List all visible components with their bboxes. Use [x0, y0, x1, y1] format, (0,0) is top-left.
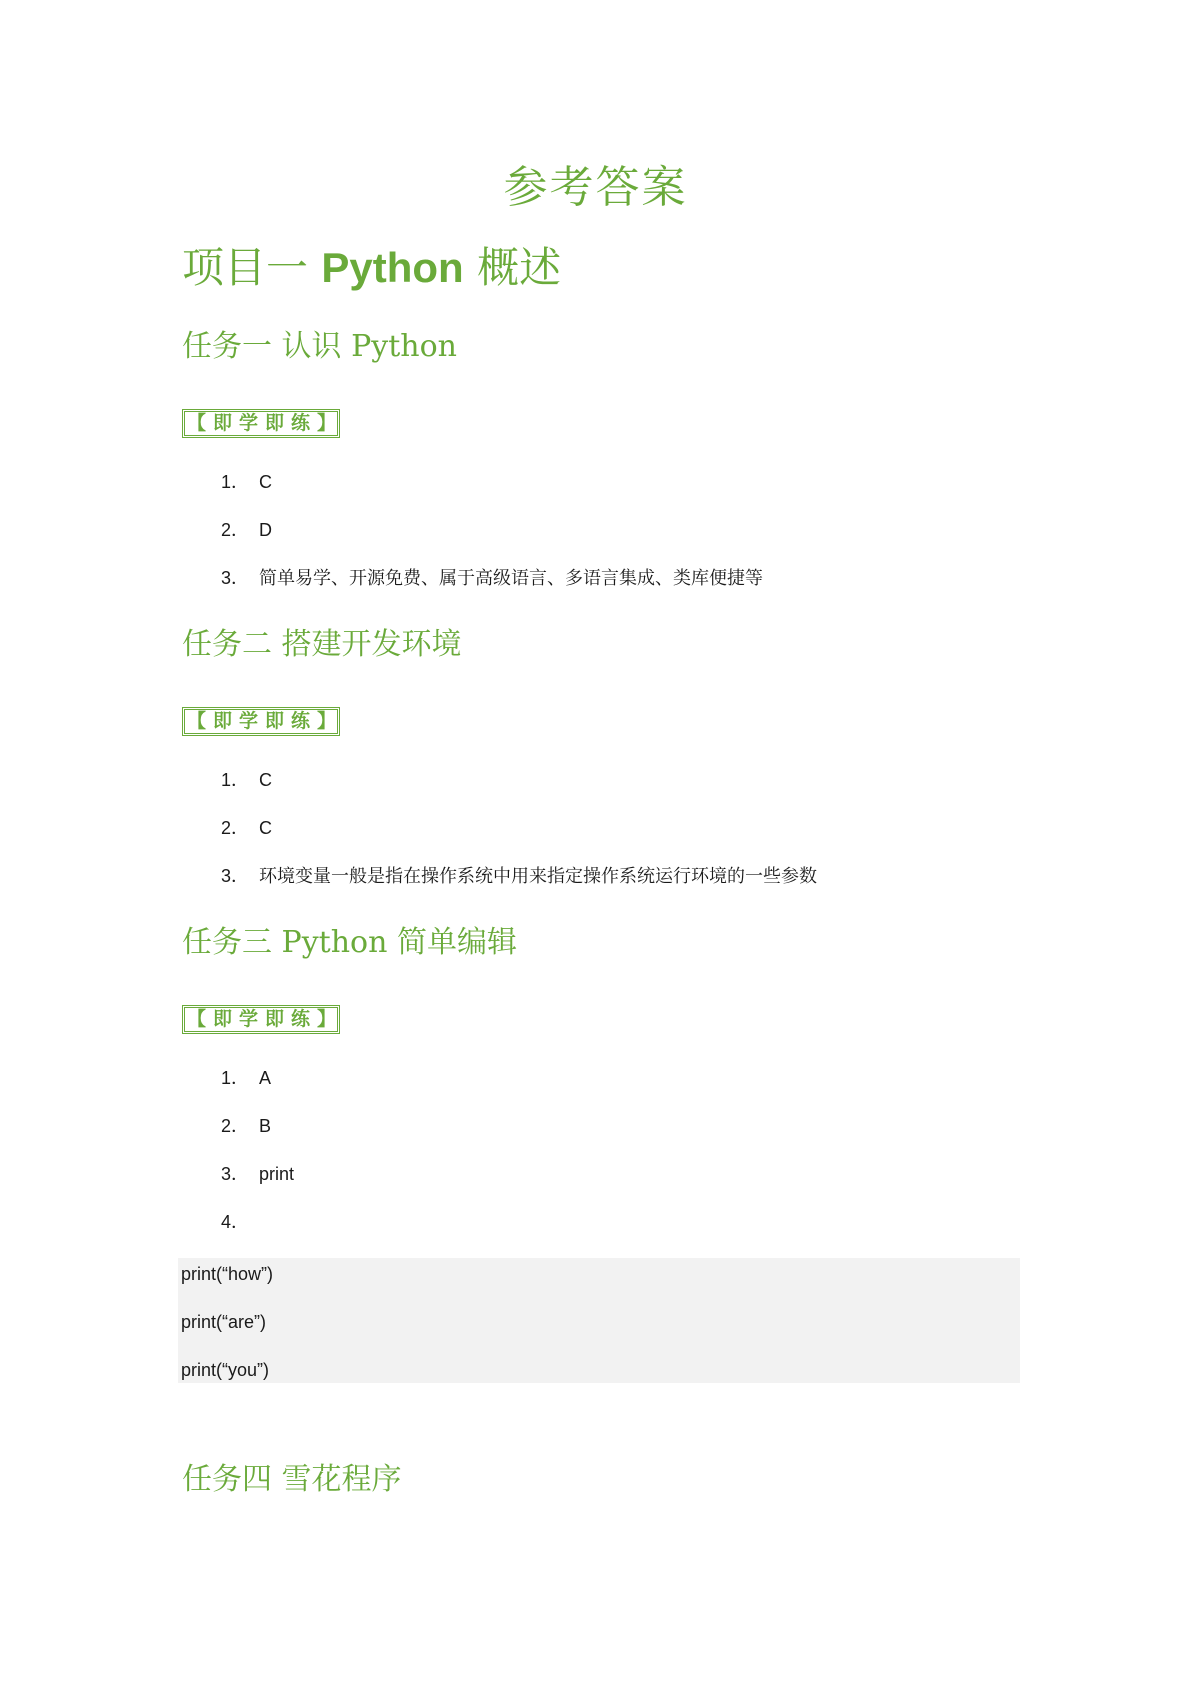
answer-text: C — [259, 472, 273, 492]
answer-number: 1． — [221, 472, 250, 492]
answer-item — [221, 864, 817, 889]
section-title-4: 任务四 雪花程序 — [182, 1462, 402, 1497]
answer-number: 2． — [221, 1116, 250, 1136]
section-title-2: 任务二 搭建开发环境 — [182, 627, 462, 662]
answer-item — [221, 1162, 294, 1187]
answer-text: 简单易学、开源免费、属于高级语言、多语言集成、类库便捷等 — [259, 568, 764, 589]
chapter-prefix: 项目一 — [182, 243, 309, 292]
section-title-3: 任务三 Python 简单编辑 — [182, 925, 517, 960]
chapter-latin: Python — [321, 244, 464, 291]
answer-item — [221, 1114, 271, 1139]
answer-text: C — [259, 770, 273, 790]
answer-number: 2． — [221, 818, 250, 838]
answer-item — [221, 1210, 259, 1235]
practice-label-2: 【即学即练】 — [182, 707, 340, 736]
document-title: 参考答案 — [503, 162, 688, 213]
code-block — [178, 1258, 1020, 1383]
answer-number: 3． — [221, 568, 250, 588]
code-line: print(“how”) — [181, 1264, 274, 1284]
answer-item — [221, 816, 272, 841]
practice-label-1: 【即学即练】 — [182, 409, 340, 438]
answer-text: B — [259, 1116, 272, 1136]
section-title-1: 任务一 认识 Python — [182, 329, 457, 364]
answer-text: A — [259, 1068, 272, 1088]
answer-number: 3． — [221, 1164, 250, 1184]
chapter-title — [182, 240, 561, 296]
code-line: print(“are”) — [181, 1312, 267, 1332]
answer-number: 1． — [221, 1068, 250, 1088]
answer-number: 2． — [221, 520, 250, 540]
practice-label-3: 【即学即练】 — [182, 1005, 340, 1034]
answer-item — [221, 1066, 271, 1091]
answer-item — [221, 518, 272, 543]
answer-text: C — [259, 818, 273, 838]
answer-item — [221, 470, 272, 495]
code-line: print(“you”) — [181, 1360, 270, 1380]
answer-number: 3． — [221, 866, 250, 886]
answer-item — [221, 768, 272, 793]
answer-number: 1． — [221, 770, 250, 790]
answer-item — [221, 566, 763, 591]
chapter-suffix: 概述 — [477, 243, 562, 292]
answer-number: 4． — [221, 1212, 250, 1232]
answer-text: D — [259, 520, 273, 540]
answer-text: 环境变量一般是指在操作系统中用来指定操作系统运行环境的一些参数 — [259, 866, 818, 887]
answer-text: print — [259, 1164, 295, 1184]
